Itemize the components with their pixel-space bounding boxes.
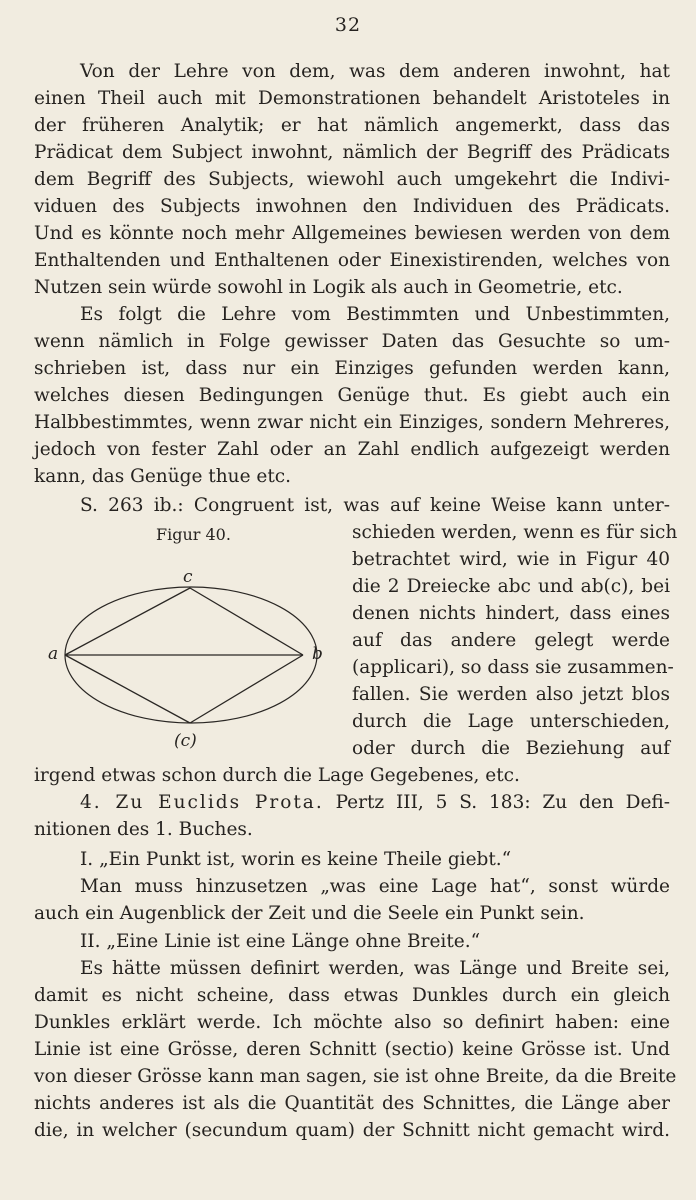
text-line: S. 263 ib.: Congruent ist, was auf keine Weise kann unter-: [80, 495, 670, 516]
text-line: jedoch von fester Zahl oder an Zahl endlich aufgezeigt werden: [34, 439, 670, 460]
line-c2-b: [190, 655, 303, 723]
text-line: II. „Eine Linie ist eine Länge ohne Breite.“: [80, 931, 481, 952]
text-line: auch ein Augenblick der Zeit und die Seele ein Punkt sein.: [34, 903, 585, 924]
text-line: wenn nämlich in Folge gewisser Daten das Gesuchte so um-: [34, 331, 670, 352]
text-line: von dieser Grösse kann man sagen, sie ist ohne Breite, da die Breite: [34, 1066, 677, 1087]
label-c: c: [183, 567, 193, 587]
text-line: schieden werden, wenn es für sich: [352, 522, 678, 543]
text-line: welches diesen Bedingungen Genüge thut. Es giebt auch ein: [34, 385, 670, 406]
text-line: Es hätte müssen definirt werden, was Länge und Breite sei,: [80, 958, 670, 979]
text-line: die 2 Dreiecke abc und ab(c), bei: [352, 576, 670, 597]
text-line: Dunkles erklärt werde. Ich möchte also so definirt haben: eine: [34, 1012, 670, 1033]
text-line: Halbbestimmtes, wenn zwar nicht ein Einziges, sondern Mehreres,: [34, 412, 670, 433]
text-line: Und es könnte noch mehr Allgemeines bewiesen werden von dem: [34, 223, 670, 244]
text-line: damit es nicht scheine, dass etwas Dunkles durch ein gleich: [34, 985, 670, 1006]
text-line: einen Theil auch mit Demonstrationen behandelt Aristoteles in: [34, 88, 670, 109]
line-ac: [65, 588, 190, 655]
page-number: 32: [334, 14, 362, 36]
line-a-c2: [65, 655, 190, 723]
section-4-heading: 4. Zu Euclids Prota.: [80, 792, 324, 813]
text-line: I. „Ein Punkt ist, worin es keine Theile giebt.“: [80, 849, 512, 870]
label-c-paren: (c): [174, 731, 197, 751]
text-line: oder durch die Beziehung auf: [352, 738, 670, 759]
text-line: viduen des Subjects inwohnen den Individuen des Prädicats.: [34, 196, 670, 217]
line-cb: [190, 588, 303, 655]
text-line: irgend etwas schon durch die Lage Gegebenes, etc.: [34, 765, 520, 786]
text-line: der früheren Analytik; er hat nämlich angemerkt, dass das: [34, 115, 670, 136]
text-line: auf das andere gelegt werde: [352, 630, 670, 651]
text-line: die, in welcher (secundum quam) der Schnitt nicht gemacht wird.: [34, 1120, 670, 1141]
text-line: Es folgt die Lehre vom Bestimmten und Unbestimmten,: [80, 304, 670, 325]
text-line: Man muss hinzusetzen „was eine Lage hat“, sonst würde: [80, 876, 670, 897]
label-b: b: [312, 644, 323, 664]
text-line: Prädicat dem Subject inwohnt, nämlich der Begriff des Prädicats: [34, 142, 670, 163]
text-line: durch die Lage unterschieden,: [352, 711, 670, 732]
text-line: schrieben ist, dass nur ein Einziges gefunden werden kann,: [34, 358, 670, 379]
text-line: dem Begriff des Subjects, wiewohl auch umgekehrt die Indivi-: [34, 169, 670, 190]
text-line: denen nichts hindert, dass eines: [352, 603, 670, 624]
text-line: nitionen des 1. Buches.: [34, 819, 253, 840]
text-line: Linie ist eine Grösse, deren Schnitt (sectio) keine Grösse ist. Und: [34, 1039, 670, 1060]
text-line: (applicari), so dass sie zusammen-: [352, 657, 674, 678]
text-line: betrachtet wird, wie in Figur 40: [352, 549, 670, 570]
text-line: Nutzen sein würde sowohl in Logik als auch in Geometrie, etc.: [34, 277, 623, 298]
text-line: Von der Lehre von dem, was dem anderen inwohnt, hat: [80, 61, 670, 82]
text-line-rest: Pertz III, 5 S. 183: Zu den Defi-: [335, 792, 670, 813]
figure-40-diagram: [40, 560, 340, 755]
text-line: nichts anderes ist als die Quantität des Schnittes, die Länge aber: [34, 1093, 670, 1114]
label-a: a: [48, 644, 59, 664]
text-line: Enthaltenden und Enthaltenen oder Einexistirenden, welches von: [34, 250, 670, 271]
text-line: [80, 789, 670, 816]
text-line: kann, das Genüge thue etc.: [34, 466, 292, 487]
text-line: fallen. Sie werden also jetzt blos: [352, 684, 670, 705]
figure-caption: Figur 40.: [156, 525, 231, 544]
